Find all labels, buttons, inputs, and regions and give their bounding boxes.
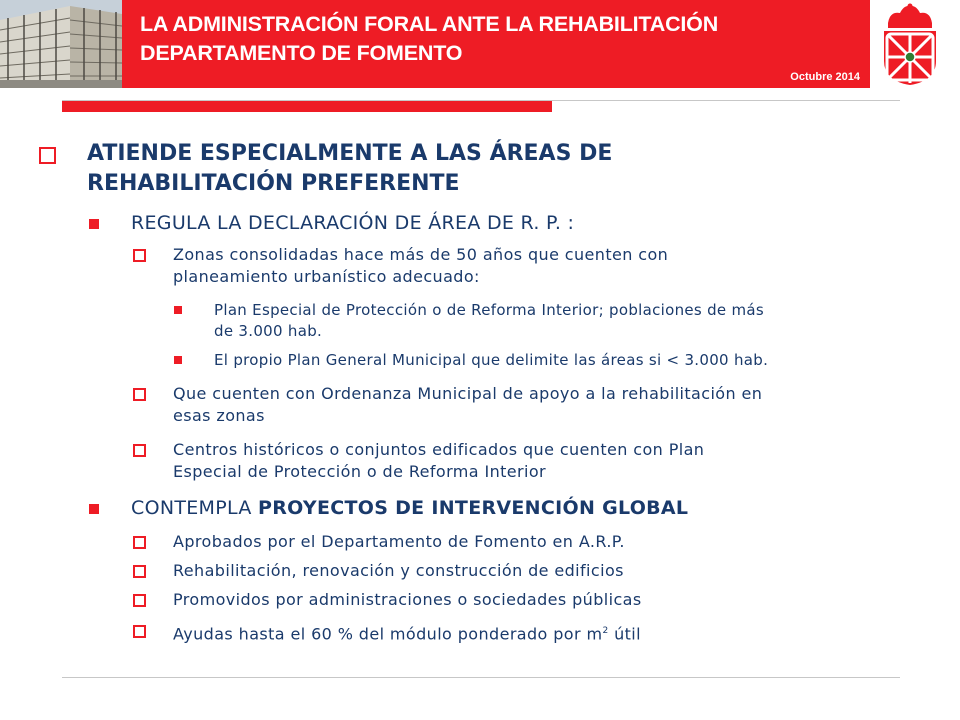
section2-label xyxy=(131,495,688,521)
section1-sub1-line1: Plan Especial de Protección o de Reforma Interior; poblaciones de más xyxy=(214,301,765,319)
section1-sub1 xyxy=(214,300,764,342)
section2-item1: Aprobados por el Departamento de Fomento en A.R.P. xyxy=(173,532,625,551)
hollow-square-bullet-icon xyxy=(133,444,146,457)
section1-sub2: El propio Plan General Municipal que delimite las áreas si < 3.000 hab. xyxy=(214,351,769,369)
section1-item1-line1: Zonas consolidadas hace más de 50 años que cuenten con xyxy=(173,245,669,264)
main-heading-line1: ATIENDE ESPECIALMENTE A LAS ÁREAS DE xyxy=(87,141,613,166)
header-title-line2: DEPARTAMENTO DE FOMENTO xyxy=(140,41,463,65)
section1-item3 xyxy=(173,439,704,483)
section2-item4-text: Ayudas hasta el 60 % del módulo ponderado por m xyxy=(173,624,603,644)
hollow-square-bullet-icon xyxy=(133,536,146,549)
section1-item2-line2: esas zonas xyxy=(173,406,265,425)
main-heading xyxy=(87,139,612,199)
section2-item3: Promovidos por administraciones o sociedades públicas xyxy=(173,590,642,609)
section1-item1-line2: planeamiento urbanístico adecuado: xyxy=(173,267,480,286)
hollow-square-bullet-icon xyxy=(39,147,56,164)
red-accent-bar xyxy=(62,101,552,112)
section1-label: REGULA LA DECLARACIÓN DE ÁREA DE R. P. : xyxy=(131,212,575,234)
header-title-line1: LA ADMINISTRACIÓN FORAL ANTE LA REHABILITACIÓN xyxy=(140,12,719,36)
section2-item2: Rehabilitación, renovación y construcción de edificios xyxy=(173,561,624,580)
solid-square-bullet-icon xyxy=(174,356,182,364)
section1-item2-line1: Que cuenten con Ordenanza Municipal de apoyo a la rehabilitación en xyxy=(173,384,763,403)
building-photo xyxy=(0,0,122,88)
section1-item2 xyxy=(173,383,762,427)
solid-square-bullet-icon xyxy=(89,219,99,229)
solid-square-bullet-icon xyxy=(174,306,182,314)
header-date: Octubre 2014 xyxy=(790,71,860,83)
section2-item4-suffix: útil xyxy=(608,624,641,644)
footer-rule xyxy=(62,677,900,678)
main-heading-line2: REHABILITACIÓN PREFERENTE xyxy=(87,171,460,196)
hollow-square-bullet-icon xyxy=(133,388,146,401)
hollow-square-bullet-icon xyxy=(133,565,146,578)
building-photo-drawing xyxy=(0,0,122,88)
solid-square-bullet-icon xyxy=(89,504,99,514)
section1-item3-line1: Centros históricos o conjuntos edificados que cuenten con Plan xyxy=(173,440,705,459)
navarra-coat-of-arms-icon xyxy=(878,3,942,87)
section1-item3-line2: Especial de Protección o de Reforma Interior xyxy=(173,462,547,481)
hollow-square-bullet-icon xyxy=(133,249,146,262)
section2-item4 xyxy=(173,620,641,645)
section1-sub1-line2: de 3.000 hab. xyxy=(214,322,323,340)
section2-label-prefix: CONTEMPLA xyxy=(131,497,258,519)
section1-item1 xyxy=(173,244,668,288)
section2-label-bold: PROYECTOS DE INTERVENCIÓN GLOBAL xyxy=(257,497,689,519)
hollow-square-bullet-icon xyxy=(133,625,146,638)
hollow-square-bullet-icon xyxy=(133,594,146,607)
header-title xyxy=(140,10,870,68)
section2-item4-superscript: 2 xyxy=(602,626,609,636)
